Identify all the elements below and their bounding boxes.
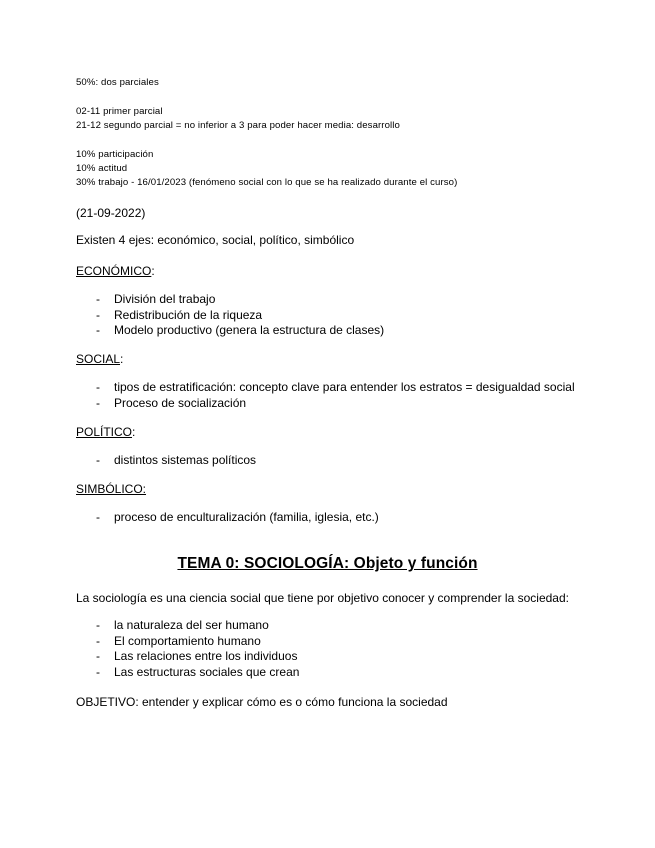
list-item xyxy=(96,649,299,665)
section-heading-text: ECONÓMICO xyxy=(76,264,152,278)
grading-line-parciales: 50%: dos parciales xyxy=(76,77,159,88)
list-item-text: proceso de enculturalización (familia, iglesia, etc.) xyxy=(114,510,379,524)
tema-list xyxy=(96,618,299,681)
section-heading-colon: : xyxy=(151,264,155,278)
bullet-dash: - xyxy=(96,633,100,648)
section-heading-social xyxy=(76,351,123,367)
tema-title: TEMA 0: SOCIOLOGÍA: Objeto y función xyxy=(177,555,478,572)
grading-line-participacion: 10% participación xyxy=(76,149,154,160)
tema-definition: La sociología es una ciencia social que tiene por objetivo conocer y comprender la sociedad: xyxy=(76,591,569,605)
politico-list xyxy=(96,453,256,469)
list-item-text: la naturaleza del ser humano xyxy=(114,618,269,632)
social-list xyxy=(96,380,575,411)
bullet-dash: - xyxy=(96,510,100,524)
simbolico-list xyxy=(96,510,379,526)
section-heading-text: SIMBÓLICO: xyxy=(76,482,147,496)
list-item-text: Las relaciones entre los individuos xyxy=(114,649,298,664)
list-item xyxy=(96,665,299,681)
list-item-text: Las estructuras sociales que crean xyxy=(114,665,300,680)
list-item xyxy=(96,380,575,396)
section-heading-text: POLÍTICO xyxy=(76,425,133,439)
bullet-dash: - xyxy=(96,395,100,410)
list-item xyxy=(96,292,384,308)
bullet-dash: - xyxy=(96,307,100,322)
bullet-dash: - xyxy=(96,292,100,306)
bullet-dash: - xyxy=(96,618,100,632)
section-heading-simbolico xyxy=(76,481,146,497)
list-item-text: Modelo productivo (genera la estructura de clases) xyxy=(114,323,385,338)
bullet-dash: - xyxy=(96,665,100,680)
bullet-dash: - xyxy=(96,649,100,664)
tema-objective: OBJETIVO: entender y explicar cómo es o cómo funciona la sociedad xyxy=(76,695,448,709)
list-item-text: tipos de estratificación: concepto clave para entender los estratos = desigualdad social xyxy=(114,380,575,394)
section-heading-text: SOCIAL xyxy=(76,352,121,366)
intro-line: Existen 4 ejes: económico, social, político, simbólico xyxy=(76,233,355,247)
section-heading-economico xyxy=(76,263,155,279)
list-item-text: División del trabajo xyxy=(114,292,216,306)
list-item-text: Redistribución de la riqueza xyxy=(114,307,263,322)
list-item xyxy=(96,618,299,634)
list-item xyxy=(96,396,575,412)
bullet-dash: - xyxy=(96,323,100,338)
list-item xyxy=(96,634,299,650)
list-item xyxy=(96,453,256,469)
list-item xyxy=(96,510,379,526)
list-item-text: El comportamiento humano xyxy=(114,633,261,648)
bullet-dash: - xyxy=(96,380,100,394)
economico-list xyxy=(96,292,384,339)
date-line: (21-09-2022) xyxy=(76,206,146,220)
list-item xyxy=(96,323,384,339)
bullet-dash: - xyxy=(96,453,100,467)
grading-line-segundo-parcial: 21-12 segundo parcial = no inferior a 3 para poder hacer media: desarrollo xyxy=(76,120,400,131)
list-item-text: distintos sistemas políticos xyxy=(114,453,257,467)
grading-line-trabajo: 30% trabajo - 16/01/2023 (fenómeno social con lo que se ha realizado durante el curso) xyxy=(76,177,458,188)
section-heading-colon: : xyxy=(132,425,136,439)
grading-line-primer-parcial: 02-11 primer parcial xyxy=(76,106,163,117)
section-heading-politico xyxy=(76,424,135,440)
list-item xyxy=(96,308,384,324)
list-item-text: Proceso de socialización xyxy=(114,395,247,410)
grading-line-actitud: 10% actitud xyxy=(76,163,128,174)
section-heading-colon: : xyxy=(120,352,124,366)
